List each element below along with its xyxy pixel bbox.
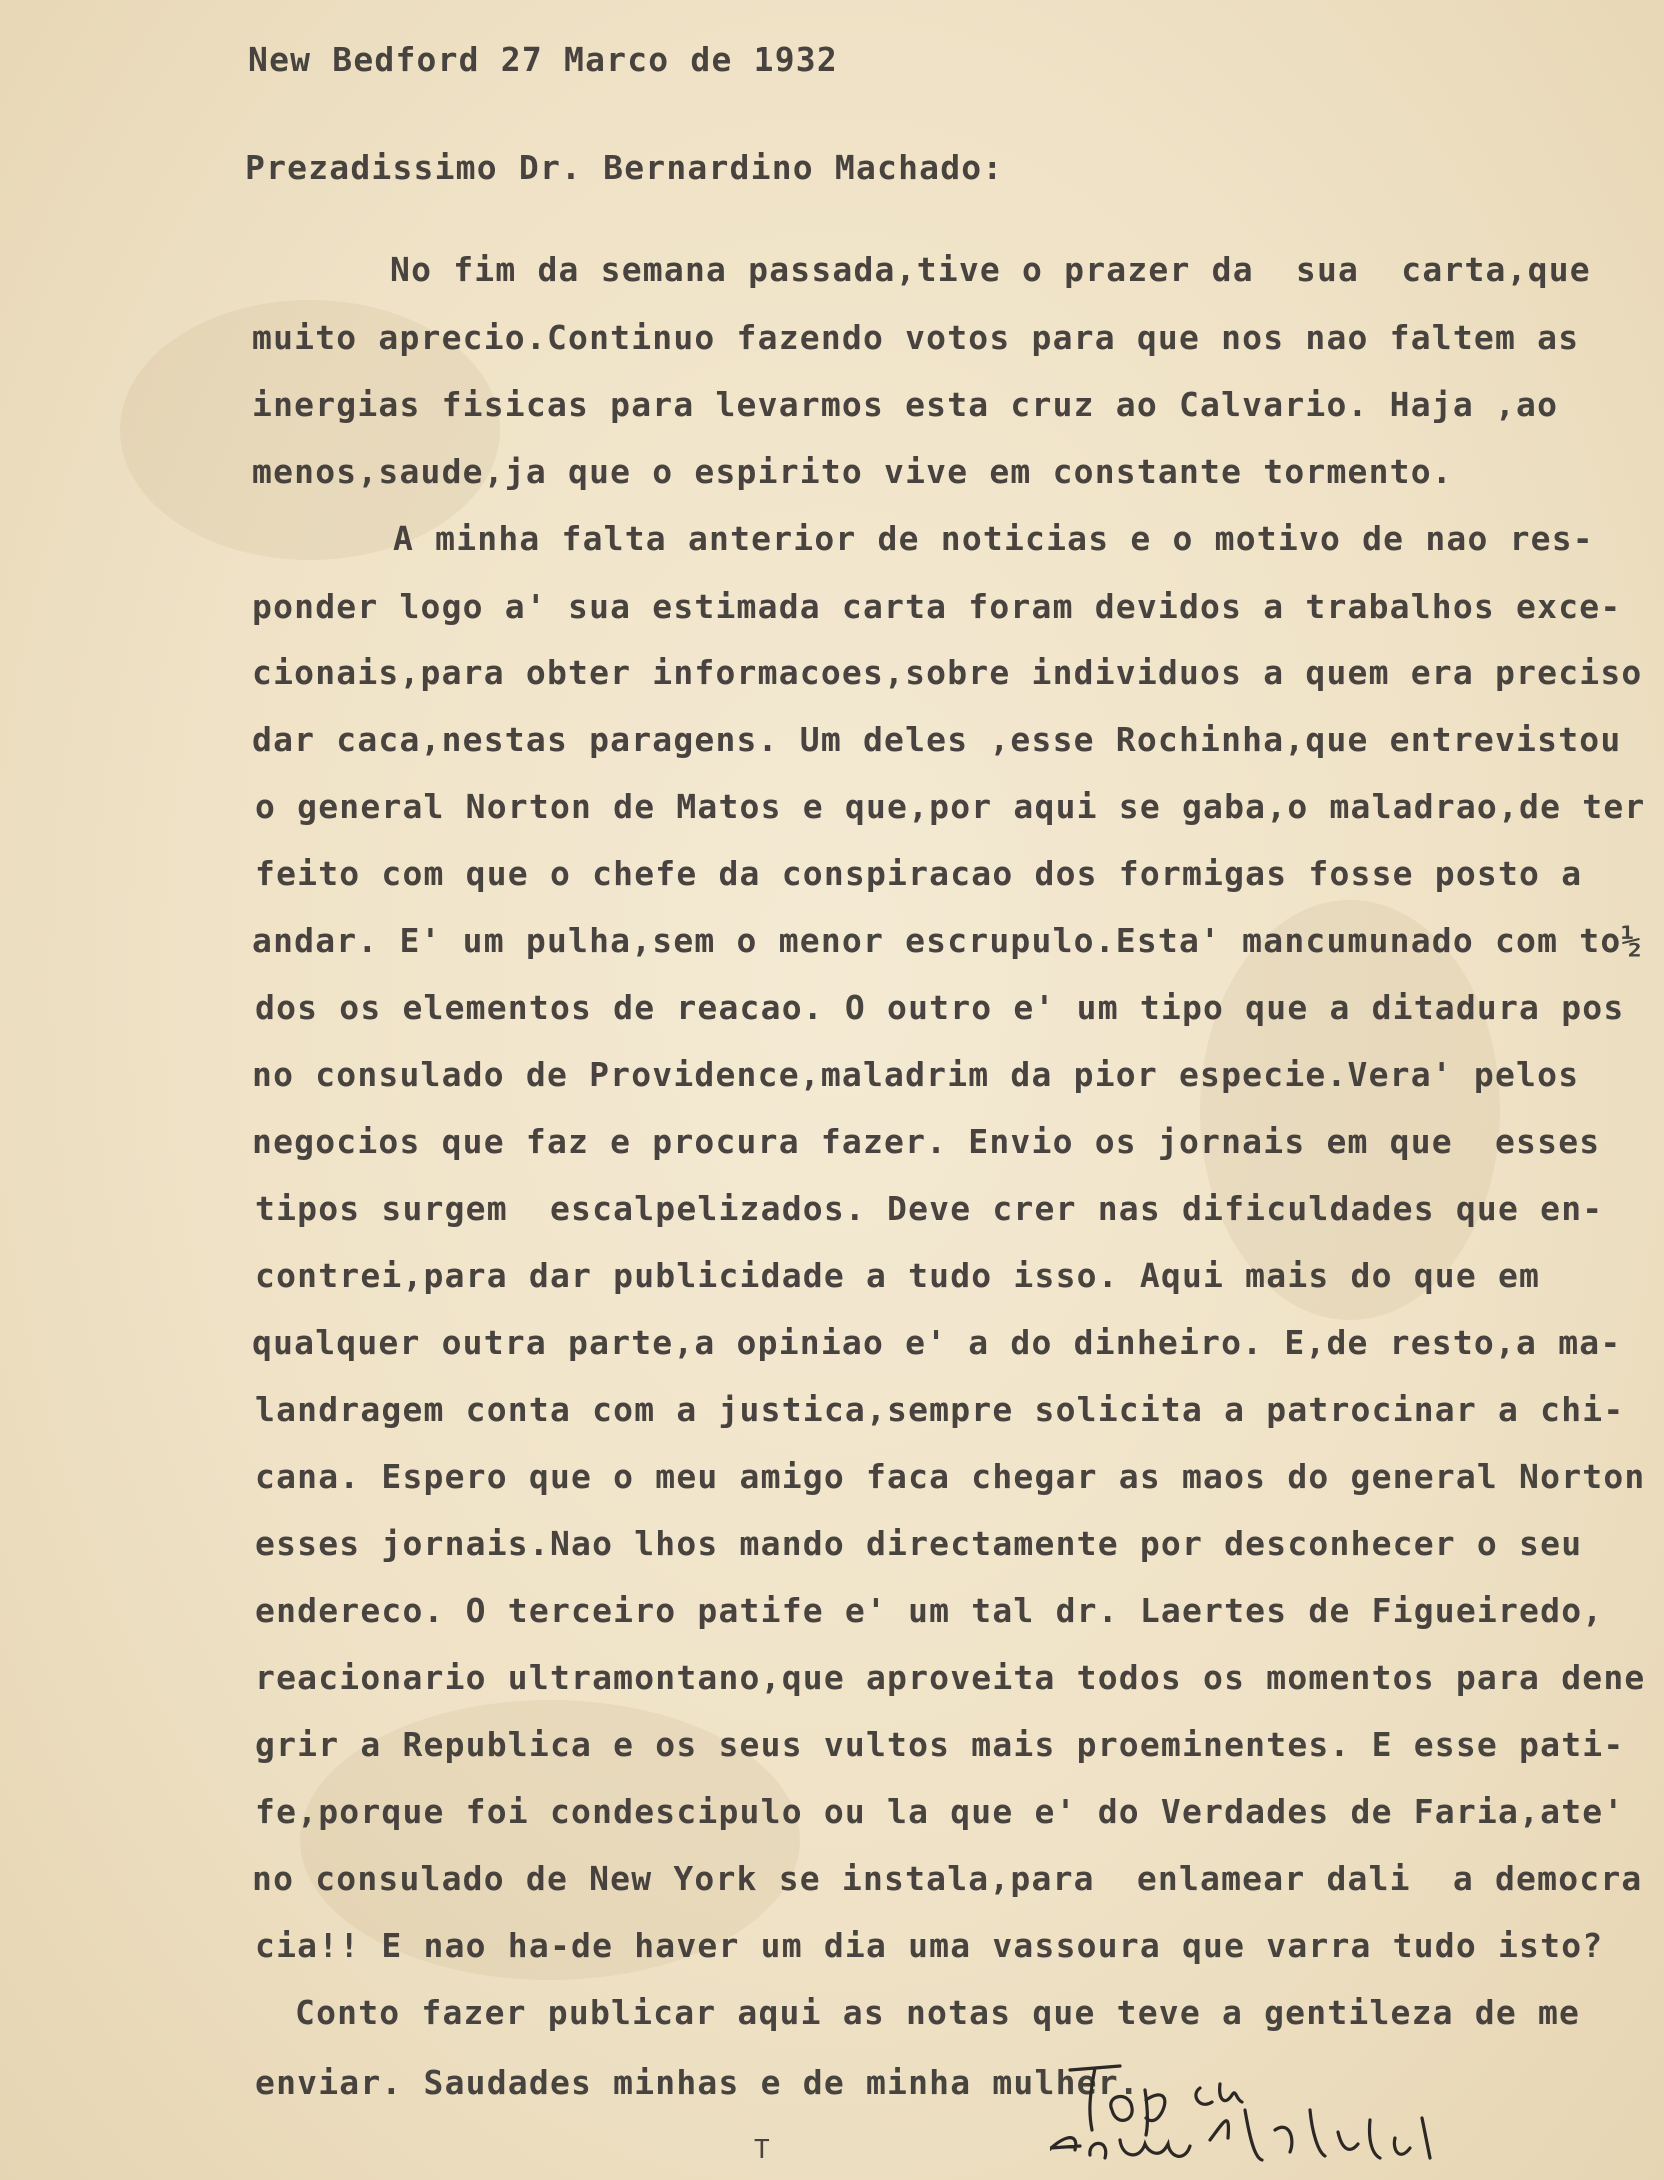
closing-handwriting-stroke: [1070, 2066, 1242, 2135]
body-line: A minha falta anterior de noticias e o motivo de nao res-: [393, 519, 1594, 558]
dateline: New Bedford 27 Marco de 1932: [248, 40, 838, 79]
body-line: fe,porque foi condescipulo ou la que e' do Verdades de Faria,ate': [255, 1792, 1625, 1831]
body-line: ponder logo a' sua estimada carta foram devidos a trabalhos exce-: [252, 587, 1622, 626]
body-line: endereco. O terceiro patife e' um tal dr. Laertes de Figueiredo,: [255, 1591, 1604, 1630]
body-line: landragem conta com a justica,sempre solicita a patrocinar a chi-: [255, 1390, 1625, 1429]
body-line: negocios que faz e procura fazer. Envio os jornais em que esses: [252, 1122, 1601, 1161]
body-line: andar. E' um pulha,sem o menor escrupulo.Esta' mancumunado com to½: [252, 921, 1643, 960]
signature-handwriting-stroke: [1050, 2110, 1430, 2160]
body-line: cana. Espero que o meu amigo faca chegar as maos do general Norton: [255, 1457, 1646, 1496]
body-line: o general Norton de Matos e que,por aqui se gaba,o maladrao,de ter: [255, 787, 1646, 826]
body-line: Conto fazer publicar aqui as notas que teve a gentileza de me: [295, 1993, 1581, 2032]
body-line: no consulado de Providence,maladrim da pior especie.Vera' pelos: [252, 1055, 1580, 1094]
body-line: reacionario ultramontano,que aproveita todos os momentos para dene: [255, 1658, 1646, 1697]
body-line: grir a Republica e os seus vultos mais proeminentes. E esse pati-: [255, 1725, 1625, 1764]
body-line: enviar. Saudades minhas e de minha mulher.: [255, 2063, 1140, 2102]
body-line: inergias fisicas para levarmos esta cruz ao Calvario. Haja ,ao: [252, 385, 1559, 424]
body-line: dos os elementos de reacao. O outro e' um tipo que a ditadura pos: [255, 988, 1625, 1027]
body-line: cionais,para obter informacoes,sobre individuos a quem era preciso: [252, 653, 1643, 692]
body-line: esses jornais.Nao lhos mando directamente por desconhecer o seu: [255, 1524, 1583, 1563]
body-line: tipos surgem escalpelizados. Deve crer nas dificuldades que en-: [255, 1189, 1604, 1228]
handwritten-signature: [1050, 2040, 1470, 2180]
body-line: qualquer outra parte,a opiniao e' a do dinheiro. E,de resto,a ma-: [252, 1323, 1622, 1362]
body-line: muito aprecio.Continuo fazendo votos para que nos nao faltem as: [252, 318, 1580, 357]
body-line: menos,saude,ja que o espirito vive em constante tormento.: [252, 452, 1453, 491]
body-line: dar caca,nestas paragens. Um deles ,esse Rochinha,que entrevistou: [252, 720, 1622, 759]
salutation: Prezadissimo Dr. Bernardino Machado:: [245, 148, 1004, 187]
body-line: cia!! E nao ha-de haver um dia uma vassoura que varra tudo isto?: [255, 1926, 1604, 1965]
body-line: contrei,para dar publicidade a tudo isso. Aqui mais do que em: [255, 1256, 1541, 1295]
body-line: feito com que o chefe da conspiracao dos formigas fosse posto a: [255, 854, 1583, 893]
page-mark: T: [754, 2135, 770, 2165]
body-line: no consulado de New York se instala,para enlamear dali a democra: [252, 1859, 1643, 1898]
body-line: No fim da semana passada,tive o prazer da sua carta,que: [390, 250, 1591, 289]
